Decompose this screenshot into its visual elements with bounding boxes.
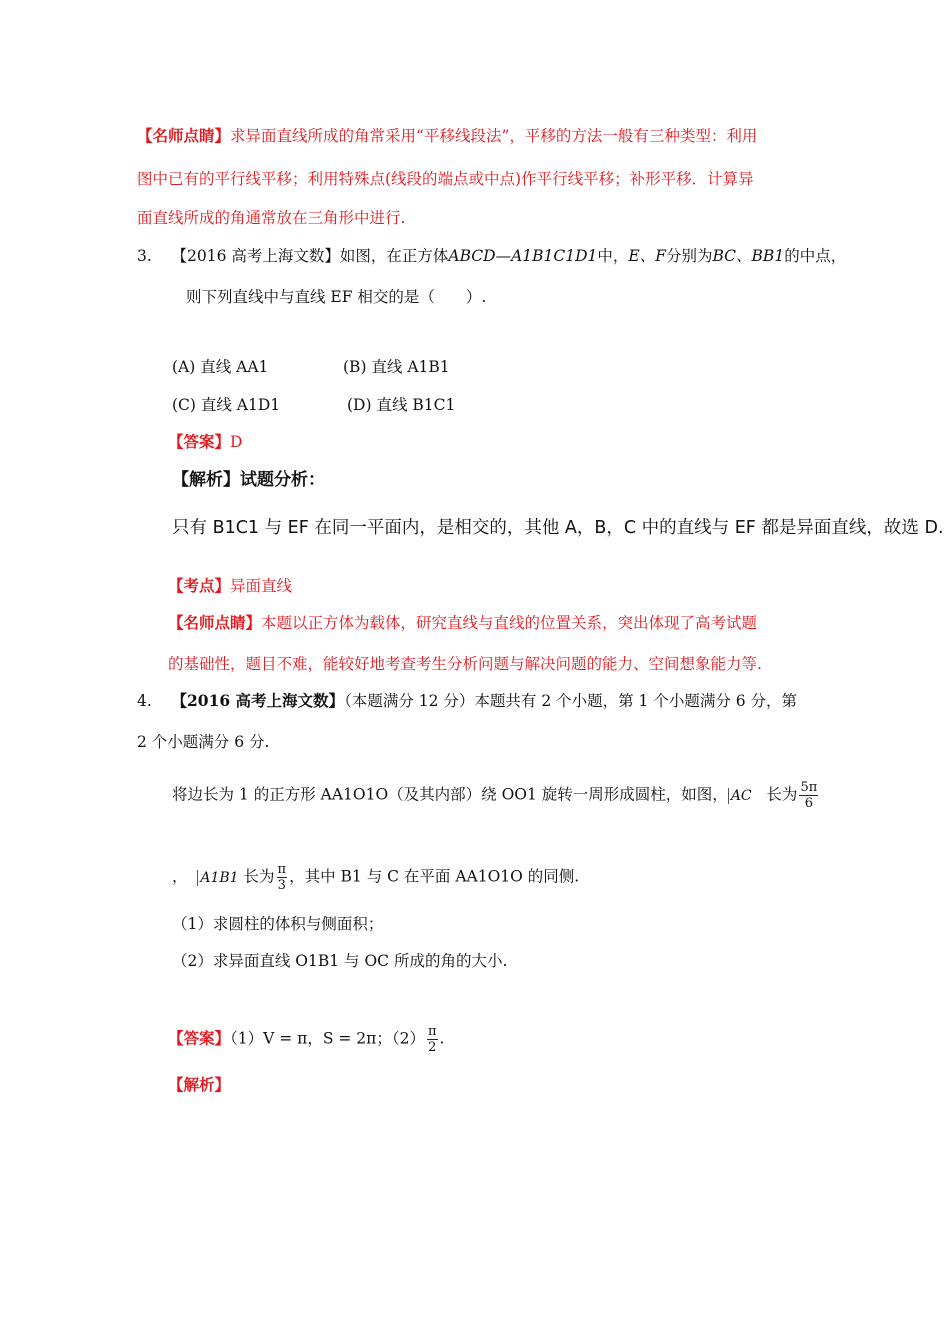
option-c: (C) 直线 A1D1 (172, 396, 281, 414)
analysis-3-text: 只有 B1C1 与 EF 在同一平面内，是相交的，其他 A，B，C 中的直线与 EF 都是异面直线，故选 D. (172, 518, 944, 538)
kaodian-3 (168, 576, 292, 596)
analysis-title: 试题分析： (240, 470, 325, 490)
question-source: 【2016 高考上海文数】 (171, 247, 340, 265)
arc-a1b1: A1B1 (197, 870, 238, 886)
para-text: ， (172, 867, 188, 886)
note-line-2: 图中已有的平行线平移；利用特殊点(线段的端点或中点)作平行线平移；补形平移．计算异 (137, 170, 754, 188)
fraction-numerator: 5π (800, 780, 818, 795)
question-4-para-2 (172, 862, 579, 893)
answer-value: D (230, 433, 243, 451)
kaodian-text: 异面直线 (230, 577, 293, 595)
stem-text: 中， (597, 247, 629, 265)
sub-question-2: （2）求异面直线 O1B1 与 OC 所成的角的大小. (172, 952, 508, 970)
note-3-line-2: 的基础性，题目不难，能较好地考查考生分析问题与解决问题的能力、空间想象能力等. (168, 655, 762, 673)
note-tag: 【名师点睛】 (137, 126, 231, 145)
fraction-5pi-6 (799, 780, 818, 811)
answer-text: （1）V = π，S = 2π；（2） (230, 1029, 425, 1048)
note-tag: 【名师点睛】 (168, 613, 262, 632)
answer-tag: 【答案】 (168, 432, 231, 451)
answer-end: . (439, 1029, 445, 1048)
points: E、F (628, 247, 666, 265)
arc-ac: AC (728, 788, 752, 804)
stem-text: （本题满分 12 分）本题共有 2 个小题，第 1 个小题满分 6 分，第 (344, 692, 798, 710)
para-text: ，其中 B1 与 C 在平面 AA1O1O 的同侧. (289, 867, 580, 886)
note-text: 求异面直线所成的角常采用“平移线段法”，平移的方法一般有三种类型：利用 (230, 127, 758, 145)
question-number: 4. (137, 692, 152, 710)
fraction-denominator: 2 (428, 1040, 437, 1055)
analysis-tag: 【解析】 (172, 470, 240, 490)
fraction-numerator: π (427, 1024, 437, 1039)
question-source: 【2016 高考上海文数】 (171, 691, 345, 710)
segments: BC、BB1 (712, 247, 785, 265)
length-label: 长为 (243, 867, 275, 886)
fraction-numerator: π (277, 862, 287, 877)
option-d: (D) 直线 B1C1 (347, 396, 456, 414)
note-line-3: 面直线所成的角通常放在三角形中进行. (137, 209, 406, 227)
kaodian-tag: 【考点】 (168, 576, 231, 595)
option-b: (B) 直线 A1B1 (343, 358, 450, 376)
answer-4 (168, 1024, 444, 1055)
note-line-1 (137, 126, 757, 146)
sub-question-1: （1）求圆柱的体积与侧面积； (172, 915, 384, 933)
cube-name: ABCD—A1B1C1D1 (448, 247, 598, 265)
stem-text: 如图，在正方体 (339, 247, 449, 265)
answer-tag: 【答案】 (168, 1028, 231, 1048)
analysis-3-heading (172, 470, 325, 490)
note-text: 本题以正方体为载体，研究直线与直线的位置关系，突出体现了高考试题 (261, 614, 758, 632)
fraction-denominator: 3 (277, 878, 286, 893)
question-3-line-2: 则下列直线中与直线 EF 相交的是（ ）. (186, 288, 487, 306)
fraction-pi-3 (277, 862, 288, 893)
stem-text: 的中点， (784, 247, 847, 265)
question-4-stem (137, 691, 797, 711)
fraction-denominator: 6 (804, 796, 813, 811)
option-a: (A) 直线 AA1 (172, 358, 269, 376)
note-3-line-1 (168, 613, 757, 633)
stem-text: 分别为 (665, 247, 713, 265)
para-text: 将边长为 1 的正方形 AA1O1O（及其内部）绕 OO1 旋转一周形成圆柱，如图， (172, 785, 728, 804)
question-4-line-2: 2 个小题满分 6 分. (137, 733, 270, 751)
question-number: 3. (137, 247, 152, 265)
fraction-pi-2 (427, 1024, 438, 1055)
answer-3 (168, 432, 242, 452)
question-3-stem (137, 246, 846, 266)
analysis-4-tag: 【解析】 (168, 1075, 231, 1094)
question-4-para-1 (172, 780, 820, 811)
length-label: 长为 (766, 785, 798, 804)
